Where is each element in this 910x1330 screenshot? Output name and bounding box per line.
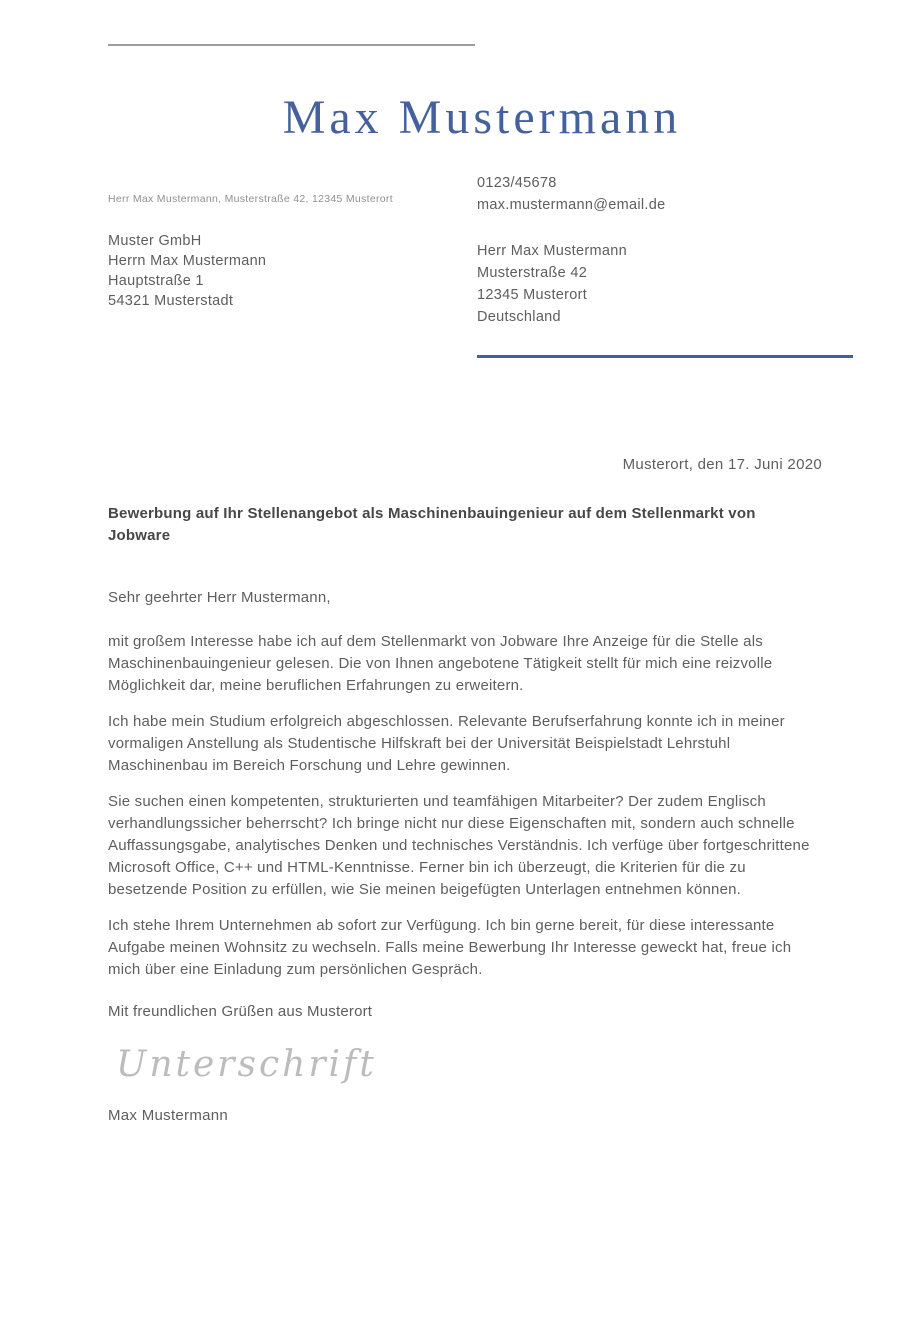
accent-divider — [477, 355, 853, 358]
page-title: Max Mustermann — [282, 91, 682, 144]
date-line: Musterort, den 17. Juni 2020 — [622, 456, 822, 473]
sender-address-line: 12345 Musterort — [477, 287, 588, 303]
closing-line: Mit freundlichen Grüßen aus Musterort — [108, 1003, 373, 1020]
letter-body — [108, 503, 810, 1124]
signer-name: Max Mustermann — [108, 1107, 229, 1124]
sender-return-line: Herr Max Mustermann, Musterstraße 42, 12345 Musterort — [108, 193, 393, 205]
body-paragraph: Ich stehe Ihrem Unternehmen ab sofort zur Verfügung. Ich bin gerne bereit, für diese interessante Aufgabe meinen Wohnsitz zu wechseln. Falls meine Bewerbung Ihr Interesse geweckt hat, freue ich mich über eine Einladung zum persönlichen Gespräch. — [108, 917, 792, 978]
address-right-column — [477, 172, 854, 328]
address-area — [108, 172, 854, 328]
contact-block — [477, 172, 854, 216]
salutation: Sehr geehrter Herr Mustermann, — [108, 589, 331, 606]
address-left-column — [108, 172, 477, 328]
sender-address-line: Musterstraße 42 — [477, 265, 588, 281]
recipient-address-block — [108, 231, 477, 311]
body-paragraph: Sie suchen einen kompetenten, strukturierten und teamfähigen Mitarbeiter? Der zudem Englisch verhandlungssicher beherrscht? Ich bringe nicht nur diese Eigenschaften mit, sondern auch schnelle Auffassungsgabe, analytisches Denken und technisches Verständnis. Ich verfüge über fortgeschrittene Microsoft Office, C++ und HTML-Kenntnisse. Ferner bin ich überzeugt, die Kriterien für die zu besetzende Position zu erfüllen, wie Sie meinen beigefügten Unterlagen entnehmen können. — [108, 793, 810, 898]
recipient-line: Herrn Max Mustermann — [108, 253, 267, 269]
email-address: max.mustermann@email.de — [477, 197, 666, 213]
body-paragraph: mit großem Interesse habe ich auf dem Stellenmarkt von Jobware Ihre Anzeige für die Stelle als Maschinenbauingenieur gelesen. Die von Ihnen angebotene Tätigkeit stellt für mich eine reizvolle Möglichkeit dar, meine beruflichen Erfahrungen zu erweitern. — [108, 633, 773, 694]
phone-number: 0123/45678 — [477, 175, 557, 191]
recipient-line: Muster GmbH — [108, 233, 202, 249]
handwritten-signature: Unterschrift — [116, 1044, 377, 1085]
sender-address-line: Herr Max Mustermann — [477, 243, 627, 259]
recipient-line: Hauptstraße 1 — [108, 273, 204, 289]
subject-line: Bewerbung auf Ihr Stellenangebot als Maschinenbauingenieur auf dem Stellenmarkt von Jobware — [108, 505, 756, 544]
sender-address-line: Deutschland — [477, 309, 561, 325]
body-paragraph: Ich habe mein Studium erfolgreich abgeschlossen. Relevante Berufserfahrung konnte ich in meiner vormaligen Anstellung als Studentische Hilfskraft bei der Universität Beispielstadt Lehrstuhl Maschinenbau im Bereich Forschung und Lehre gewinnen. — [108, 713, 785, 774]
sender-address-block — [477, 240, 854, 328]
top-divider — [108, 44, 475, 46]
recipient-line: 54321 Musterstadt — [108, 293, 234, 309]
